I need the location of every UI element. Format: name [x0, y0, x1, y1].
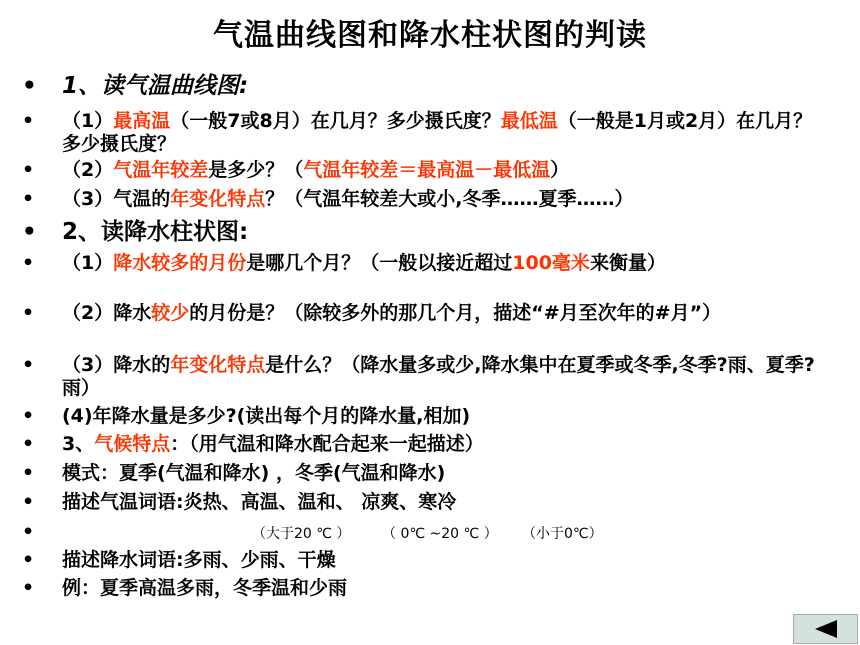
range-cold	[522, 521, 603, 546]
list-item-temperature-change	[22, 188, 822, 211]
text: （3）气温的	[62, 188, 171, 210]
text: ：（用气温和降水配合起来一起描述）	[170, 433, 484, 455]
text: ）	[550, 159, 570, 181]
range-hot	[252, 521, 350, 546]
highlight-text: 气温年较差＝最高温－最低温	[303, 159, 551, 181]
highlight-text: 年变化特点	[170, 188, 266, 210]
text: 的月份是？（除较多外的那几个月，描述“#月至次年的#月”）	[189, 302, 722, 324]
text: 是哪几个月？（一般以接近超过	[246, 252, 513, 274]
bullet: •	[22, 405, 35, 427]
list-item-climate-features	[22, 433, 822, 456]
bullet: •	[22, 219, 37, 245]
text: 描述降水词语:多雨、少雨、干燥	[62, 549, 336, 571]
heading-precipitation-bars	[22, 218, 822, 246]
range-mild	[382, 521, 498, 546]
highlight-text: 100毫米	[512, 252, 590, 274]
text: 描述气温词语:炎热、高温、温和、 凉爽、寒冷	[62, 491, 457, 513]
bullet: •	[22, 302, 35, 324]
text: (4)年降水量是多少?(读出每个月的降水量,相加)	[62, 405, 471, 427]
bullet: •	[22, 252, 35, 274]
bullet: •	[22, 354, 35, 376]
list-item-temperature-words	[22, 491, 822, 514]
heading-temperature-curve	[22, 72, 822, 100]
bullet: •	[22, 462, 35, 484]
text: ？（气温年较差大或小,冬季……夏季……）	[265, 188, 634, 210]
bullet: •	[22, 491, 35, 513]
list-item-example	[22, 577, 822, 600]
bullet: •	[22, 110, 35, 132]
text: （一般是1月或2月）在几月？多少摄氏度？	[62, 110, 813, 155]
bullet: •	[22, 159, 35, 181]
text: （1）	[62, 110, 114, 132]
text: （大于20 ℃ ）	[252, 526, 351, 542]
slide-title: 气温曲线图和降水柱状图的判读	[213, 18, 647, 53]
list-item-temperature-range	[22, 159, 822, 182]
highlight-text: 较少	[151, 302, 190, 324]
bullet: •	[22, 433, 35, 455]
heading-text: 1、读气温曲线图:	[62, 73, 249, 99]
text: （小于0℃）	[522, 526, 603, 542]
list-item-dry-months	[22, 302, 822, 325]
text: （3）降水的	[62, 354, 171, 376]
heading-text: 2、读降水柱状图:	[62, 219, 249, 245]
list-item-pattern	[22, 462, 822, 485]
highlight-text: 气温年较差	[113, 159, 209, 181]
previous-slide-arrow-icon	[813, 619, 839, 639]
text: 来衡量）	[589, 252, 666, 274]
bullet: •	[22, 549, 35, 571]
text: （ 0℃ ~20 ℃ ）	[382, 526, 498, 542]
text: （2）降水	[62, 302, 152, 324]
list-item-max-min-temperature	[22, 110, 822, 156]
text: 例：夏季高温多雨，冬季温和少雨	[62, 577, 348, 599]
bullet: •	[22, 521, 35, 543]
list-item-annual-precipitation	[22, 405, 822, 428]
text: （1）	[62, 252, 114, 274]
text: （一般7或8月）在几月？多少摄氏度？	[170, 110, 501, 132]
text: 是多少？（	[208, 159, 304, 181]
bullet: •	[22, 577, 35, 599]
list-item-precipitation-change	[22, 354, 822, 400]
previous-slide-button[interactable]	[793, 614, 858, 644]
text: 模式：夏季(气温和降水) ，冬季(气温和降水)	[62, 462, 446, 484]
highlight-text: 气候特点	[94, 433, 171, 455]
text: 3、	[62, 433, 95, 455]
highlight-text: 年变化特点	[170, 354, 266, 376]
bullet: •	[22, 73, 37, 99]
highlight-text: 最低温	[500, 110, 558, 132]
list-item-precipitation-words	[22, 549, 822, 572]
list-item-wet-months	[22, 252, 822, 275]
highlight-text: 最高温	[113, 110, 171, 132]
text: （2）	[62, 159, 114, 181]
bullet: •	[22, 188, 35, 210]
highlight-text: 降水较多的月份	[113, 252, 247, 274]
text: 是什么？（降水量多或少,降水集中在夏季或冬季,冬季?雨、夏季?雨）	[62, 354, 815, 399]
